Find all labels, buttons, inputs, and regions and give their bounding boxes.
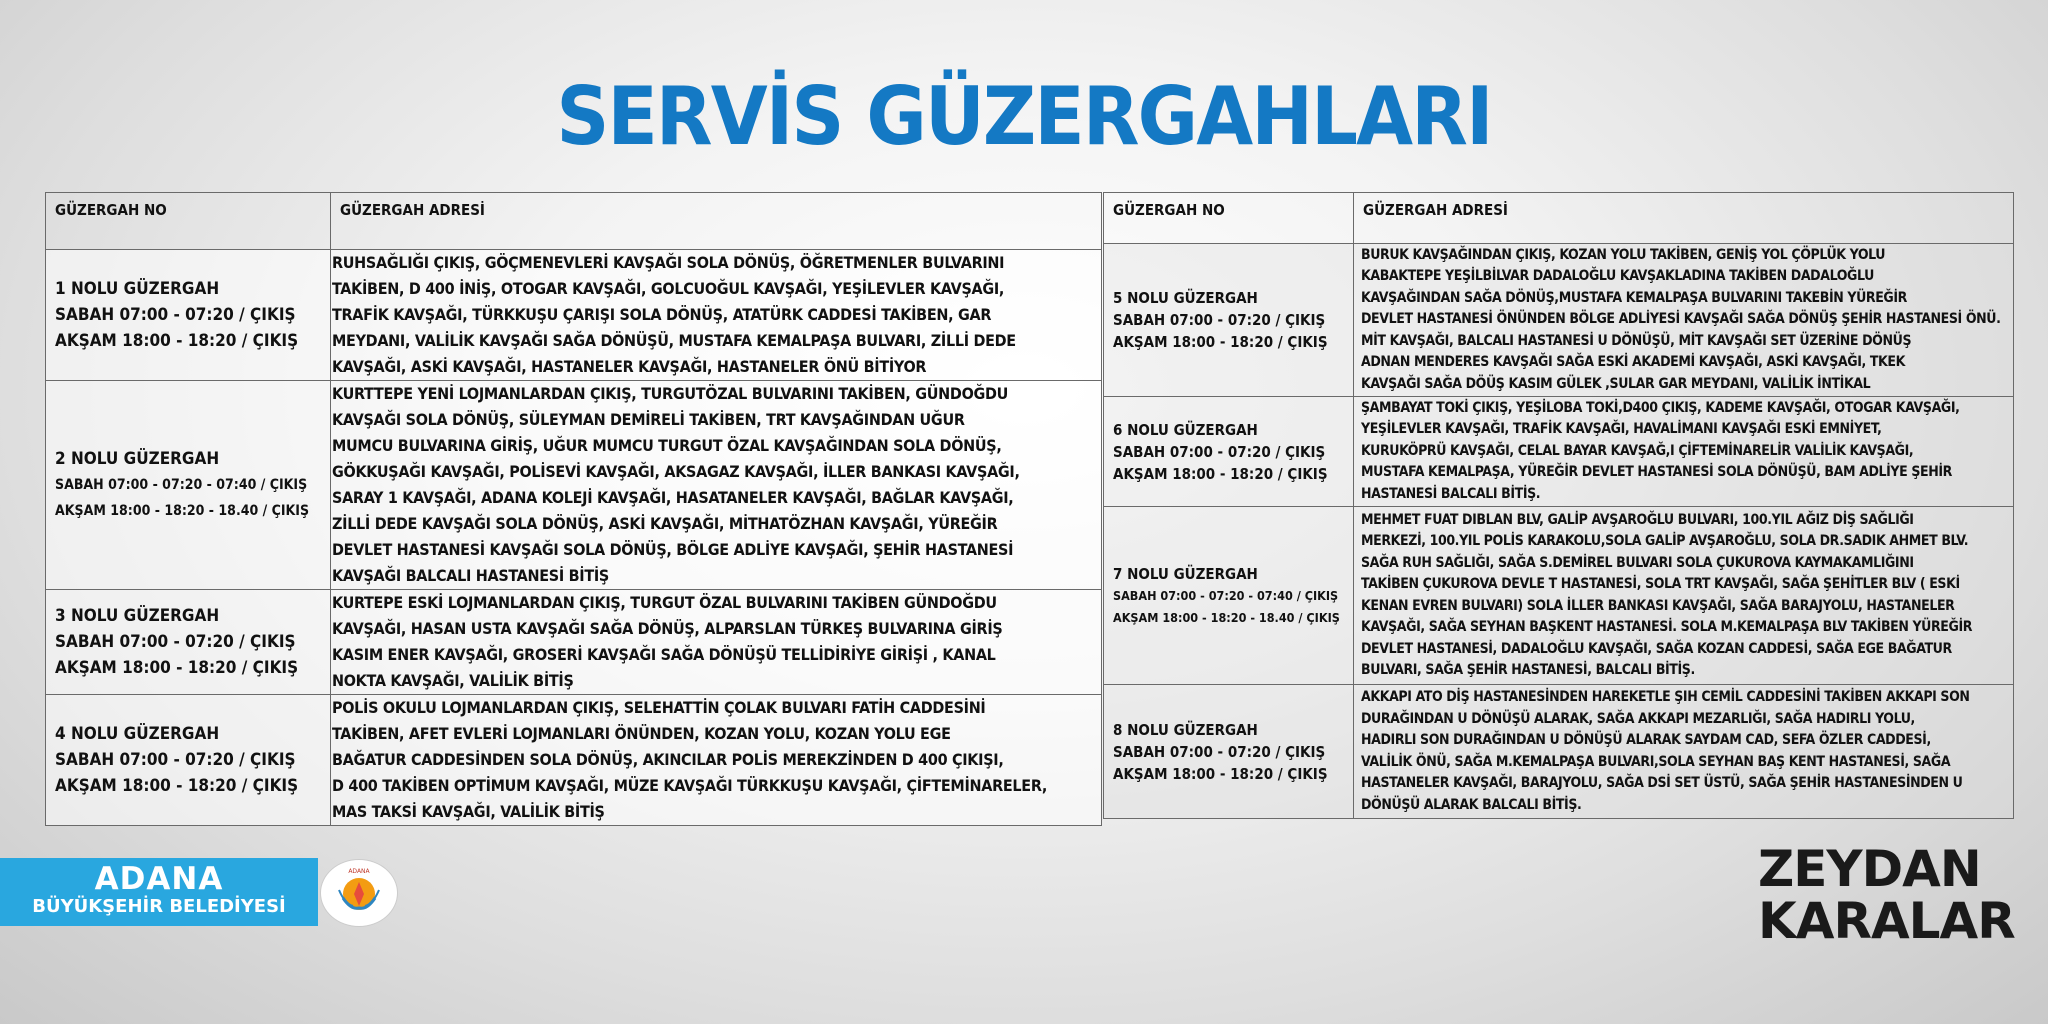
route-morning: SABAH 07:00 - 07:20 / ÇIKIŞ	[1113, 311, 1326, 329]
address-line: KAVŞAĞI SOLA DÖNÜŞ, SÜLEYMAN DEMİRELİ TAKİBEN, TRT KAVŞAĞINDAN UĞUR	[332, 410, 965, 429]
route-morning: SABAH 07:00 - 07:20 / ÇIKIŞ	[1113, 442, 1326, 461]
brand-name: ADANA	[94, 861, 224, 897]
route-address	[1354, 244, 2014, 397]
mayor-signature	[1758, 840, 2015, 950]
route-label	[46, 695, 331, 826]
route-morning: SABAH 07:00 - 07:20 / ÇIKIŞ	[55, 305, 296, 325]
route-name: 1 NOLU GÜZERGAH	[55, 279, 220, 299]
route-morning: SABAH 07:00 - 07:20 / ÇIKIŞ	[1113, 742, 1326, 761]
route-name: 8 NOLU GÜZERGAH	[1113, 720, 1258, 739]
address-line: SARAY 1 KAVŞAĞI, ADANA KOLEJİ KAVŞAĞI, HASATANELER KAVŞAĞI, BAĞLAR KAVŞAĞI,	[332, 488, 1014, 507]
address-line: DEVLET HASTANESİ, DADALOĞLU KAVŞAĞI, SAĞA KOZAN CADDESİ, SAĞA EGE BAĞATUR	[1361, 640, 1952, 657]
route-name: 7 NOLU GÜZERGAH	[1113, 564, 1258, 583]
route-address	[1354, 397, 2014, 507]
address-line: RUHSAĞLIĞI ÇIKIŞ, GÖÇMENEVLERİ KAVŞAĞI SOLA DÖNÜŞ, ÖĞRETMENLER BULVARINI	[332, 253, 1005, 272]
address-line: HADIRLI SON DURAĞINDAN U DÖNÜŞÜ ALARAK SAYDAM CAD, SEFA ÖZLER CADDESİ,	[1361, 732, 1931, 748]
brand-subtitle: BÜYÜKŞEHİR BELEDİYESİ	[32, 896, 286, 917]
table-header-row	[1104, 193, 2014, 244]
route-row-2	[46, 381, 1102, 590]
address-line: AKKAPI ATO DİŞ HASTANESİNDEN HAREKETLE ŞIH CEMİL CADDESİNİ TAKİBEN AKKAPI SON	[1361, 689, 1970, 705]
address-line: MEYDANI, VALİLİK KAVŞAĞI SAĞA DÖNÜŞÜ, MUSTAFA KEMALPAŞA BULVARI, ZİLLİ DEDE	[332, 331, 1016, 350]
address-line: BULVARI, SAĞA ŞEHİR HASTANESİ, BALCALI BİTİŞ.	[1361, 662, 1695, 678]
route-label	[1104, 244, 1354, 397]
address-line: ŞAMBAYAT TOKİ ÇIKIŞ, YEŞİLOBA TOKİ,D400 ÇIKIŞ, KADEME KAVŞAĞI, OTOGAR KAVŞAĞI,	[1361, 399, 1960, 416]
route-morning: SABAH 07:00 - 07:20 / ÇIKIŞ	[55, 632, 296, 652]
address-line: KURTEPE ESKİ LOJMANLARDAN ÇIKIŞ, TURGUT ÖZAL BULVARINI TAKİBEN GÜNDOĞDU	[332, 593, 997, 612]
address-line: KURTTEPE YENİ LOJMANLARDAN ÇIKIŞ, TURGUTÖZAL BULVARINI TAKİBEN, GÜNDOĞDU	[332, 384, 1009, 403]
route-evening: AKŞAM 18:00 - 18:20 / ÇIKIŞ	[55, 776, 299, 796]
address-line: D 400 TAKİBEN OPTİMUM KAVŞAĞI, MÜZE KAVŞAĞI TÜRKKUŞU KAVŞAĞI, ÇİFTEMİNARELER,	[332, 776, 1048, 795]
address-line: ADNAN MENDERES KAVŞAĞI SAĞA ESKİ AKADEMİ KAVŞAĞI, ASKİ KAVŞAĞI, TKEK	[1361, 354, 1905, 371]
route-morning: SABAH 07:00 - 07:20 / ÇIKIŞ	[55, 750, 296, 770]
route-evening: AKŞAM 18:00 - 18:20 / ÇIKIŞ	[1113, 764, 1328, 783]
address-line: MİT KAVŞAĞI, BALCALI HASTANESİ U DÖNÜŞÜ, MİT KAVŞAĞI SET ÜZERİNE DÖNÜŞ	[1361, 332, 1912, 349]
route-row-6	[1104, 397, 2014, 507]
route-row-1	[46, 250, 1102, 381]
route-address	[331, 590, 1102, 695]
address-line: KABAKTEPE YEŞİLBİLVAR DADALOĞLU KAVŞAKLADINA TAKİBEN DADALOĞLU	[1361, 268, 1874, 285]
route-label	[1104, 507, 1354, 685]
municipality-logo-bar	[0, 858, 318, 926]
route-address	[1354, 685, 2014, 819]
header-route-address: GÜZERGAH ADRESİ	[331, 193, 1102, 250]
route-name: 2 NOLU GÜZERGAH	[55, 449, 220, 469]
address-line: MUMCU BULVARINA GİRİŞ, UĞUR MUMCU TURGUT ÖZAL KAVŞAĞINDAN SOLA DÖNÜŞ,	[332, 436, 1002, 455]
address-line: TAKİBEN ÇUKUROVA DEVLE T HASTANESİ, SOLA TRT KAVŞAĞI, SAĞA ŞEHİTLER BLV ( ESKİ	[1361, 576, 1960, 592]
address-line: DEVLET HASTANESİ ÖNÜNDEN BÖLGE ADLİYESİ KAVŞAĞI SAĞA DÖNÜŞ ŞEHİR HASTANESİ ÖNÜ.	[1361, 311, 2001, 328]
route-row-4	[46, 695, 1102, 826]
route-morning: SABAH 07:00 - 07:20 - 07:40 / ÇIKIŞ	[55, 477, 308, 493]
address-line: POLİS OKULU LOJMANLARDAN ÇIKIŞ, SELEHATTİN ÇOLAK BULVARI FATİH CADDESİNİ	[332, 698, 986, 717]
route-evening: AKŞAM 18:00 - 18:20 - 18.40 / ÇIKIŞ	[1113, 609, 1340, 625]
address-line: KAVŞAĞINDAN SAĞA DÖNÜŞ,MUSTAFA KEMALPAŞA BULVARINI TAKEBİN YÜREĞİR	[1361, 289, 1907, 306]
emblem-text: ADANA	[348, 868, 370, 875]
address-line: GÖKKUŞAĞI KAVŞAĞI, POLİSEVİ KAVŞAĞI, AKSAGAZ KAVŞAĞI, İLLER BANKASI KAVŞAĞI,	[332, 462, 1020, 481]
address-line: KAVŞAĞI, HASAN USTA KAVŞAĞI SAĞA DÖNÜŞ, ALPARSLAN TÜRKEŞ BULVARINA GİRİŞ	[332, 619, 1003, 638]
signature-line: KARALAR	[1758, 892, 2015, 950]
route-label	[46, 381, 331, 590]
address-line: TRAFİK KAVŞAĞI, TÜRKKUŞU ÇARIŞI SOLA DÖNÜŞ, ATATÜRK CADDESİ TAKİBEN, GAR	[332, 305, 992, 324]
route-name: 5 NOLU GÜZERGAH	[1113, 289, 1258, 307]
address-line: MERKEZİ, 100.YIL POLİS KARAKOLU,SOLA GALİP AVŞAROĞLU, SOLA DR.SADIK AHMET BLV.	[1361, 533, 1969, 549]
route-address	[331, 381, 1102, 590]
address-line: DÖNÜŞÜ ALARAK BALCALI BİTİŞ.	[1361, 796, 1582, 813]
route-evening: AKŞAM 18:00 - 18:20 / ÇIKIŞ	[55, 331, 299, 351]
route-evening: AKŞAM 18:00 - 18:20 / ÇIKIŞ	[1113, 333, 1328, 351]
address-line: TAKİBEN, D 400 İNİŞ, OTOGAR KAVŞAĞI, GOLCUOĞUL KAVŞAĞI, YEŞİLEVLER KAVŞAĞI,	[332, 279, 1005, 298]
address-line: BURUK KAVŞAĞINDAN ÇIKIŞ, KOZAN YOLU TAKİBEN, GENİŞ YOL ÇÖPLÜK YOLU	[1361, 246, 1886, 263]
route-evening: AKŞAM 18:00 - 18:20 / ÇIKIŞ	[1113, 464, 1328, 483]
address-line: KAVŞAĞI, ASKİ KAVŞAĞI, HASTANELER KAVŞAĞI, HASTANELER ÖNÜ BİTİYOR	[332, 357, 927, 376]
route-label	[1104, 397, 1354, 507]
address-line: KAVŞAĞI SAĞA DÖÜŞ KASIM GÜLEK ,SULAR GAR MEYDANI, VALİLİK İNTİKAL	[1361, 375, 1871, 392]
page-title: SERVİS GÜZERGAHLARI	[556, 70, 1492, 163]
routes-table-left	[45, 192, 1102, 826]
address-line: KURUKÖPRÜ KAVŞAĞI, CELAL BAYAR KAVŞAĞ,I ÇİFTEMİNARELİR VALİLİK KAVŞAĞI,	[1361, 442, 1914, 459]
municipality-emblem-icon	[320, 859, 398, 927]
route-name: 4 NOLU GÜZERGAH	[55, 724, 220, 744]
address-line: NOKTA KAVŞAĞI, VALİLİK BİTİŞ	[332, 671, 574, 690]
route-name: 6 NOLU GÜZERGAH	[1113, 420, 1258, 439]
header-route-no: GÜZERGAH NO	[46, 193, 331, 250]
address-line: HASTANELER KAVŞAĞI, BARAJYOLU, SAĞA DSİ SET ÜSTÜ, SAĞA ŞEHİR HASTANESİNDEN U	[1361, 775, 1963, 791]
signature-line: ZEYDAN	[1758, 840, 1981, 898]
address-line: KAVŞAĞI BALCALI HASTANESİ BİTİŞ	[332, 566, 609, 585]
address-line: KAVŞAĞI, SAĞA SEYHAN BAŞKENT HASTANESİ. SOLA M.KEMALPAŞA BLV TAKİBEN YÜREĞİR	[1361, 619, 1973, 635]
address-line: KASIM ENER KAVŞAĞI, GROSERİ KAVŞAĞI SAĞA DÖNÜŞÜ TELLİDİRİYE GİRİŞİ , KANAL	[332, 645, 996, 664]
address-line: KENAN EVREN BULVARI) SOLA İLLER BANKASI KAVŞAĞI, SAĞA BARAJYOLU, HASTANELER	[1361, 597, 1955, 614]
route-address	[1354, 507, 2014, 685]
table-header-row	[46, 193, 1102, 250]
routes-table-right	[1103, 192, 2014, 819]
address-line: YEŞİLEVLER KAVŞAĞI, TRAFİK KAVŞAĞI, HAVALİMANI KAVŞAĞI ESKİ EMNİYET,	[1361, 421, 1882, 438]
address-line: HASTANESİ BALCALI BİTİŞ.	[1361, 485, 1541, 502]
address-line: VALİLİK ÖNÜ, SAĞA M.KEMALPAŞA BULVARI,SOLA SEYHAN BAŞ KENT HASTANESİ, SAĞA	[1361, 753, 1951, 770]
address-line: TAKİBEN, AFET EVLERİ LOJMANLARI ÖNÜNDEN, KOZAN YOLU, KOZAN YOLU EGE	[332, 724, 951, 743]
route-label	[46, 250, 331, 381]
address-line: MEHMET FUAT DIBLAN BLV, GALİP AVŞAROĞLU BULVARI, 100.YIL AĞIZ DİŞ SAĞLIĞI	[1361, 511, 1914, 528]
address-line: MAS TAKSİ KAVŞAĞI, VALİLİK BİTİŞ	[332, 802, 605, 821]
route-address	[331, 695, 1102, 826]
route-row-3	[46, 590, 1102, 695]
route-address	[331, 250, 1102, 381]
route-morning: SABAH 07:00 - 07:20 - 07:40 / ÇIKIŞ	[1113, 587, 1339, 603]
header-route-no: GÜZERGAH NO	[1104, 193, 1354, 244]
route-evening: AKŞAM 18:00 - 18:20 / ÇIKIŞ	[55, 658, 299, 678]
route-label	[46, 590, 331, 695]
address-line: MUSTAFA KEMALPAŞA, YÜREĞİR DEVLET HASTANESİ SOLA DÖNÜŞÜ, BAM ADLİYE ŞEHİR	[1361, 464, 1952, 481]
route-evening: AKŞAM 18:00 - 18:20 - 18.40 / ÇIKIŞ	[55, 503, 310, 519]
address-line: ZİLLİ DEDE KAVŞAĞI SOLA DÖNÜŞ, ASKİ KAVŞAĞI, MİTHATÖZHAN KAVŞAĞI, YÜREĞİR	[332, 514, 998, 533]
route-row-8	[1104, 685, 2014, 819]
address-line: SAĞA RUH SAĞLIĞI, SAĞA S.DEMİREL BULVARI SOLA ÇUKUROVA KAYMAKAMLIĞINI	[1361, 554, 1914, 571]
address-line: DURAĞINDAN U DÖNÜŞÜ ALARAK, SAĞA AKKAPI MEZARLIĞI, SAĞA HADIRLI YOLU,	[1361, 710, 1915, 727]
header-route-address: GÜZERGAH ADRESİ	[1354, 193, 2014, 244]
route-row-7	[1104, 507, 2014, 685]
route-label	[1104, 685, 1354, 819]
route-name: 3 NOLU GÜZERGAH	[55, 606, 220, 626]
address-line: DEVLET HASTANESİ KAVŞAĞI SOLA DÖNÜŞ, BÖLGE ADLİYE KAVŞAĞI, ŞEHİR HASTANESİ	[332, 540, 1014, 559]
route-row-5	[1104, 244, 2014, 397]
address-line: BAĞATUR CADDESİNDEN SOLA DÖNÜŞ, AKINCILAR POLİS MEREKZİNDEN D 400 ÇIKIŞI,	[332, 750, 1004, 769]
